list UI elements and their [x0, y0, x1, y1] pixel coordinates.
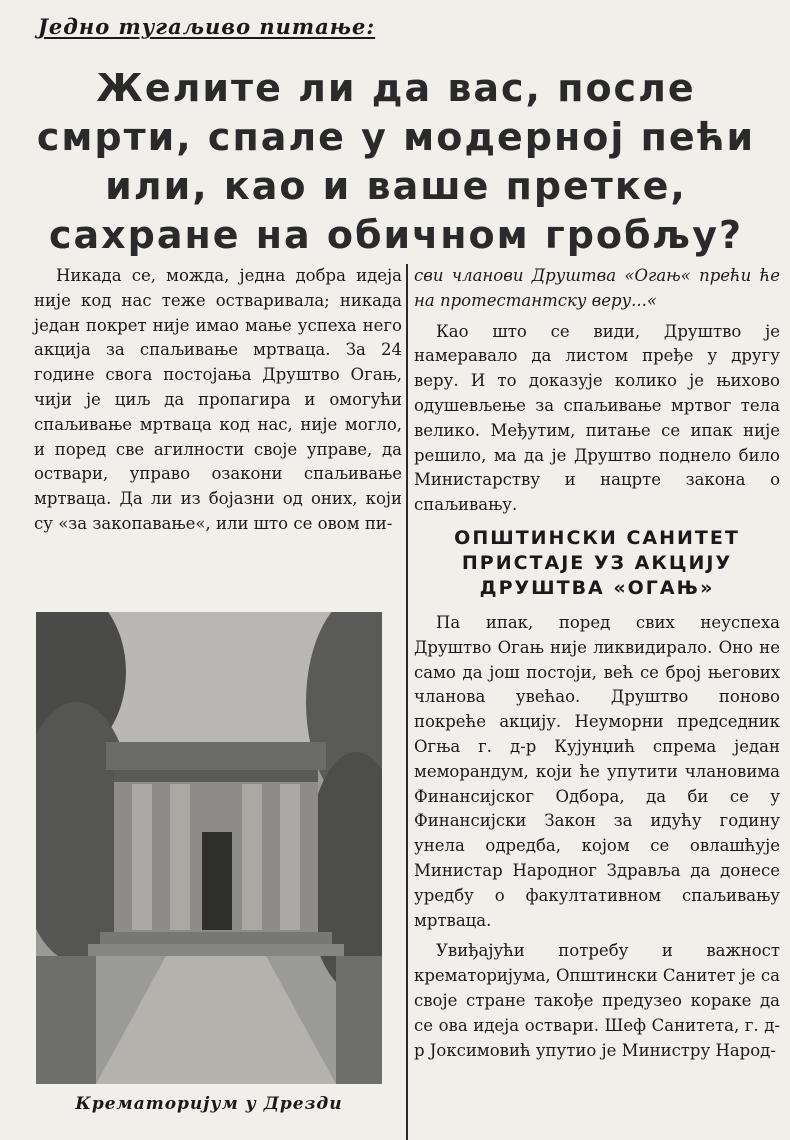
photo-caption: Крематоријум у Дрезди: [75, 1094, 343, 1114]
kicker: Једно тугаљиво питање:: [38, 14, 376, 39]
subheading-line: ОПШТИНСКИ САНИТЕТ: [454, 526, 740, 549]
left-column: [34, 264, 402, 543]
subheading: [414, 526, 780, 601]
right-paragraph-2: Па ипак, поред свих неуспеха Друштво Огањ није ликвидирало. Оно не само да још постоји, већ се број његових чланова увећао. Друштво поново покреће акцију. Неуморни председник Огња г. д-р Кујунџић спрема један меморандум, који ће упутити члановима Финансијског Одбора, да би се у Финансијски Закон за идућу годину унела одредба, којом се овлашћује Министар Народног Здравља да донесе уредбу о факултативном спаљивању мртваца.: [414, 612, 780, 930]
crematorium-photo: [36, 612, 382, 1084]
left-paragraph: Никада се, можда, једна добра идеја није код нас теже остваривала; никада један покрет није имао мање успеха него акција за спаљивање мртваца. За 24 године свога постојања Друштво Огањ, чији је циљ да пропагира и омогући спаљивање мртваца код нас, није могло, и поред све агилности своје управе, да оствари, управо озакони спаљивање мртваца. Да ли из бојазни од оних, који су «за закопавање«, или што се овом пи-: [34, 266, 402, 533]
right-paragraph-1: Као што се види, Друштво је намеравало да листом пређе у другу веру. И то доказује колико је њихово одушевљење за спаљивање мртвог тела велико. Међутим, питање се ипак није решило, ма да је Друштво поднело било Министарству и нацрте закона о спаљивању.: [414, 321, 780, 515]
subheading-line: ДРУШТВА «ОГАЊ»: [479, 576, 715, 599]
right-paragraph-3: Увиђајући потребу и важност крематоријума, Општински Санитет је са своје стране такође предузео кораке да се ова идеја оствари. Шеф Санитета, г. д-р Јоксимовић упутио је Министру Народ-: [414, 941, 780, 1060]
subheading-line: ПРИСТАЈЕ УЗ АКЦИЈУ: [461, 551, 733, 574]
headline: Желите ли да вас, после смрти, спале у модерној пећи или, као и ваше претке, сахране на обичном гробљу?: [36, 66, 756, 257]
crematorium-illustration: [36, 612, 382, 1084]
right-column: [414, 264, 780, 1069]
lead-quote: сви чланови Друштва «Огањ« прећи ће на протестантску веру...«: [414, 266, 780, 310]
column-divider: [406, 264, 408, 1140]
